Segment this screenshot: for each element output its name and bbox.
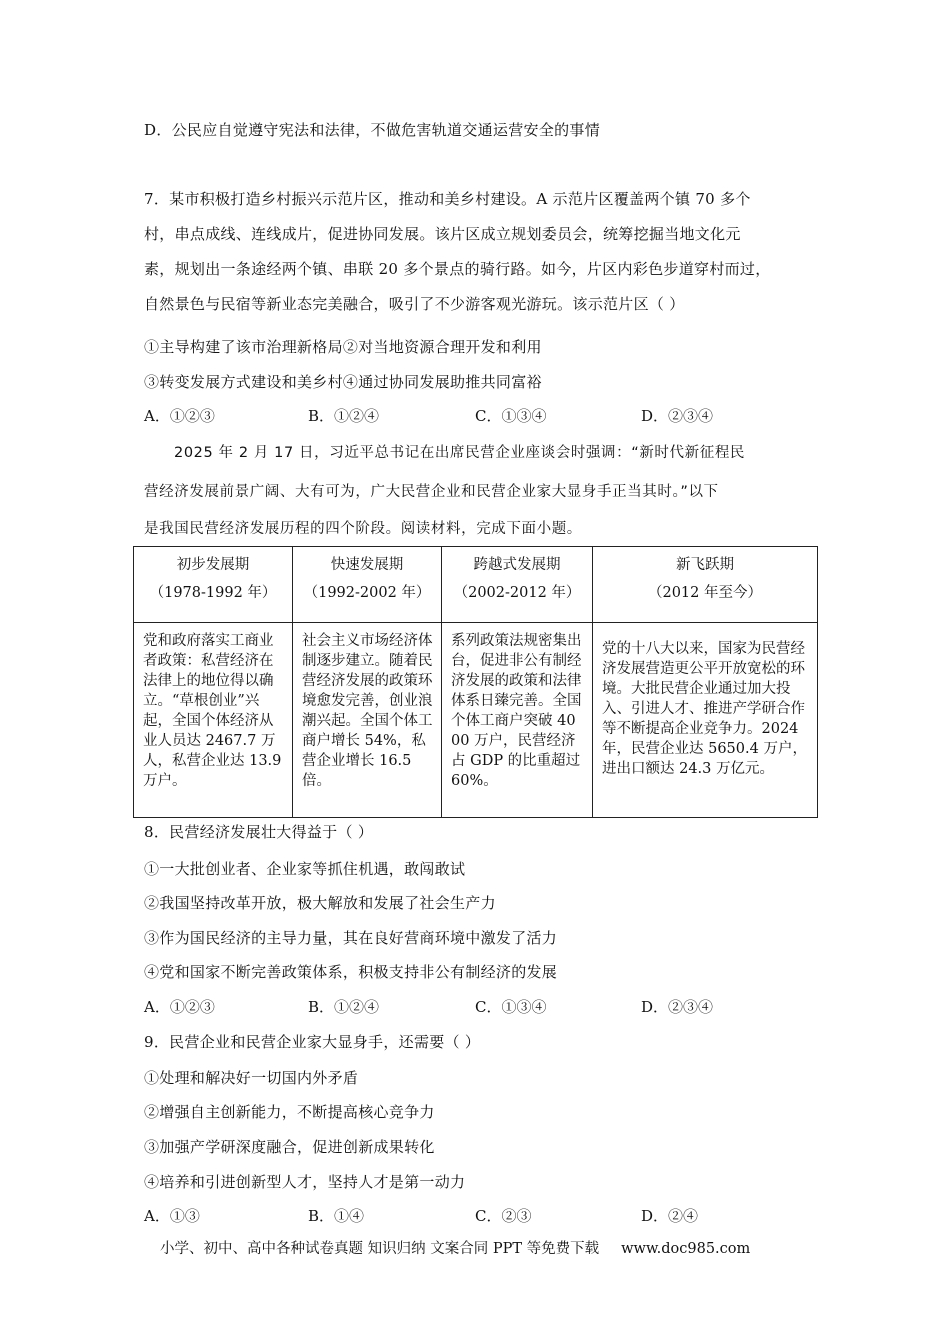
q7-option-d[interactable]: D．②③④ <box>641 407 714 425</box>
q7-option-b[interactable]: B．①②④ <box>308 407 380 425</box>
material-intro-line: 是我国民营经济发展历程的四个阶段。阅读材料，完成下面小题。 <box>144 521 582 537</box>
table-header-row <box>134 547 818 623</box>
q8-option-c[interactable]: C．①③④ <box>475 998 547 1016</box>
q7-stem-line: 自然景色与民宿等新业态完美融合，吸引了不少游客观光游玩。该示范片区（ ） <box>144 295 685 313</box>
table-row <box>134 623 818 818</box>
stage-name: 快速发展期 <box>330 557 404 573</box>
table-cell: 党的十八大以来，国家为民营经济发展营造更公平开放宽松的环境。大批民营企业通过加大投入、引进人才、推进产学研合作等不断提高企业竞争力。2024 年，民营企业达 5650.4 万户，进出口额达 24.3 万亿元。 <box>593 623 818 818</box>
table-header-cell <box>442 547 593 623</box>
material-intro-line: 2025 年 2 月 17 日，习近平总书记在出席民营企业座谈会时强调：“新时代新征程民 <box>174 445 746 461</box>
q8-option-d[interactable]: D．②③④ <box>641 998 714 1016</box>
q7-option-a[interactable]: A．①②③ <box>144 407 215 425</box>
q9-statement: ②增强自主创新能力，不断提高核心竞争力 <box>144 1103 435 1121</box>
q9-option-c[interactable]: C．②③ <box>475 1207 532 1225</box>
table-header-cell <box>593 547 818 623</box>
q8-stem: 8．民营经济发展壮大得益于（ ） <box>144 823 374 841</box>
q9-statement: ④培养和引进创新型人才，坚持人才是第一动力 <box>144 1173 466 1191</box>
q7-statement: ①主导构建了该市治理新格局②对当地资源合理开发和利用 <box>144 338 542 356</box>
page-footer <box>160 1237 750 1258</box>
footer-text: 小学、初中、高中各种试卷真题 知识归纳 文案合同 PPT 等免费下载 <box>160 1241 600 1257</box>
q7-stem-line: 7．某市积极打造乡村振兴示范片区，推动和美乡村建设。A 示范片区覆盖两个镇 70 多个 <box>144 190 751 208</box>
development-stages-table <box>133 546 818 818</box>
stage-period: （1992-2002 年） <box>303 585 431 601</box>
q9-options <box>144 1205 784 1227</box>
q7-stem-line: 村，串点成线、连线成片，促进协同发展。该片区成立规划委员会，统筹挖掘当地文化元 <box>144 225 741 243</box>
q8-statement: ③作为国民经济的主导力量，其在良好营商环境中激发了活力 <box>144 929 558 947</box>
table-header-cell <box>293 547 442 623</box>
table-cell: 社会主义市场经济体制逐步建立。随着民营经济发展的政策环境愈发完善，创业浪潮兴起。全国个体工商户增长 54%，私营企业增长 16.5 倍。 <box>293 623 442 818</box>
q9-option-a[interactable]: A．①③ <box>144 1207 200 1225</box>
q9-statement: ①处理和解决好一切国内外矛盾 <box>144 1069 359 1087</box>
stage-name: 跨越式发展期 <box>473 557 561 573</box>
footer-link[interactable]: www.doc985.com <box>621 1241 751 1257</box>
q9-option-b[interactable]: B．①④ <box>308 1207 365 1225</box>
q8-options <box>144 996 784 1018</box>
q7-option-c[interactable]: C．①③④ <box>475 407 547 425</box>
q9-statement: ③加强产学研深度融合，促进创新成果转化 <box>144 1138 435 1156</box>
q8-option-a[interactable]: A．①②③ <box>144 998 215 1016</box>
q6-option-d: D．公民应自觉遵守宪法和法律，不做危害轨道交通运营安全的事情 <box>144 121 601 139</box>
stage-name: 新飞跃期 <box>676 557 734 573</box>
q8-option-b[interactable]: B．①②④ <box>308 998 380 1016</box>
stage-name: 初步发展期 <box>176 557 250 573</box>
q9-option-d[interactable]: D．②④ <box>641 1207 699 1225</box>
stage-period: （2002-2012 年） <box>453 585 581 601</box>
q8-statement: ②我国坚持改革开放，极大解放和发展了社会生产力 <box>144 894 496 912</box>
q8-statement: ①一大批创业者、企业家等抓住机遇，敢闯敢试 <box>144 860 466 878</box>
q9-stem: 9．民营企业和民营企业家大显身手，还需要（ ） <box>144 1033 481 1051</box>
table-header-cell <box>134 547 293 623</box>
q7-options <box>144 405 784 427</box>
stage-period: （1978-1992 年） <box>149 585 277 601</box>
q7-stem-line: 素，规划出一条途经两个镇、串联 20 多个景点的骑行路。如今，片区内彩色步道穿村而过， <box>144 260 771 278</box>
q8-statement: ④党和国家不断完善政策体系，积极支持非公有制经济的发展 <box>144 963 558 981</box>
q7-statement: ③转变发展方式建设和美乡村④通过协同发展助推共同富裕 <box>144 373 542 391</box>
material-intro-line: 营经济发展前景广阔、大有可为，广大民营企业和民营企业家大显身手正当其时。”以下 <box>144 484 719 500</box>
table-cell: 系列政策法规密集出台，促进非公有制经济发展的政策和法律体系日臻完善。全国个体工商户突破 4000 万户，民营经济占 GDP 的比重超过 60%。 <box>442 623 593 818</box>
stage-period: （2012 年至今） <box>647 585 762 601</box>
table-cell: 党和政府落实工商业者政策：私营经济在法律上的地位得以确立。“草根创业”兴起，全国个体经济从业人员达 2467.7 万人，私营企业达 13.9 万户。 <box>134 623 293 818</box>
